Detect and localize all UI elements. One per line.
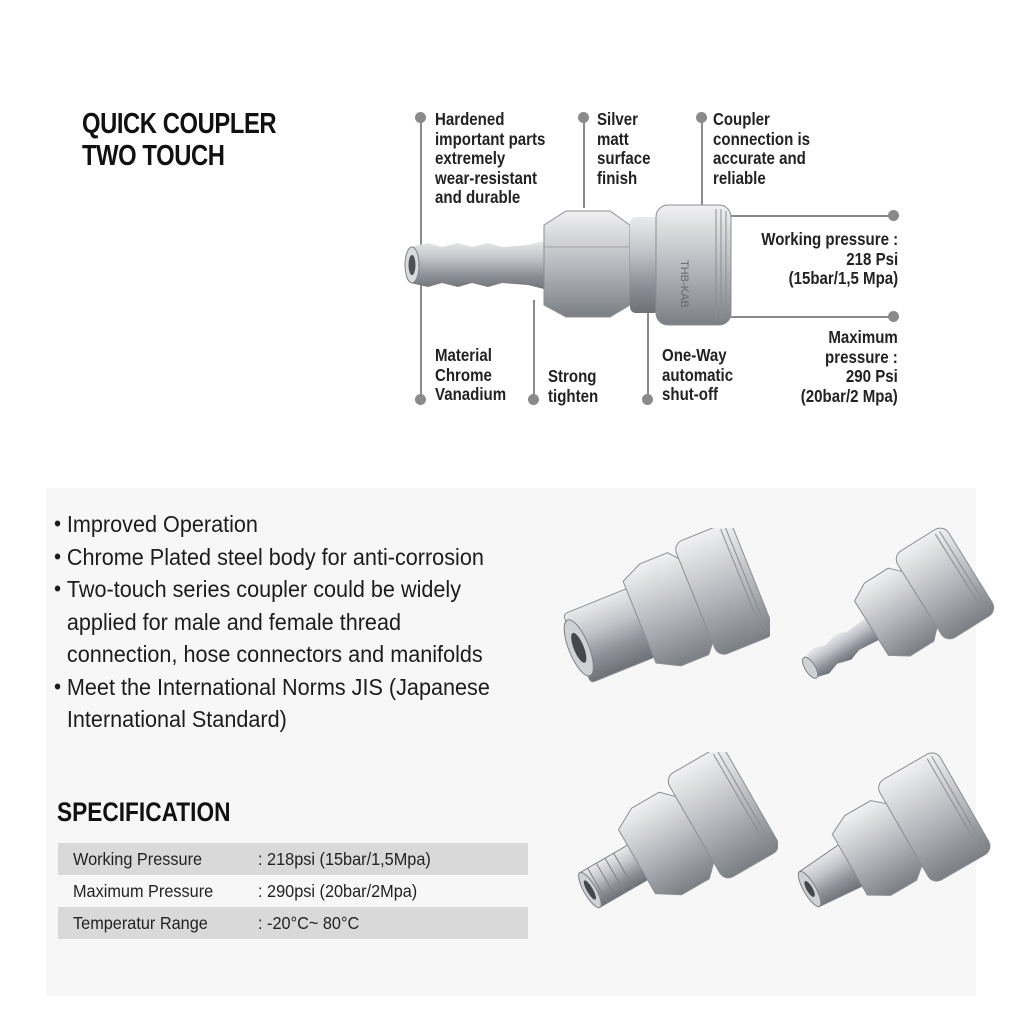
specification-title: SPECIFICATION bbox=[57, 797, 231, 827]
callout-strong-tighten: Strong tighten bbox=[548, 366, 599, 406]
feature-text: Two-touch series coupler could be widely applied for male and female thread connection, hose connectors and manifolds bbox=[66, 576, 483, 667]
coupler-hose-nut-image bbox=[786, 752, 996, 932]
callout-material: Material Chrome Vanadium bbox=[435, 345, 507, 404]
coupler-hose-barb-image bbox=[786, 526, 996, 706]
leader-dot bbox=[888, 210, 899, 221]
callout-working-pressure: Working pressure : 218 Psi (15bar/1,5 Mpa) bbox=[761, 229, 898, 288]
title-line-1: QUICK COUPLER bbox=[82, 108, 277, 140]
feature-item: • Chrome Plated steel body for anti-corrosion bbox=[54, 541, 505, 574]
svg-text:THB-KAB: THB-KAB bbox=[678, 260, 690, 308]
coupler-male-thread-image bbox=[568, 752, 778, 932]
spec-value: : 218psi (15bar/1,5Mpa) bbox=[258, 848, 431, 869]
spec-label: Temperatur Range bbox=[73, 912, 208, 933]
leader-dot bbox=[528, 394, 539, 405]
leader-dot bbox=[642, 394, 653, 405]
title-line-2: TWO TOUCH bbox=[82, 140, 225, 172]
callout-silver-finish: Silver matt surface finish bbox=[597, 109, 651, 188]
spec-label: Maximum Pressure bbox=[73, 880, 214, 901]
spec-row bbox=[58, 843, 528, 875]
quick-coupler-image bbox=[398, 195, 758, 335]
spec-label: Working Pressure bbox=[73, 848, 203, 869]
callout-maximum-pressure: Maximum pressure : 290 Psi (20bar/2 Mpa) bbox=[800, 327, 898, 406]
spec-value: : 290psi (20bar/2Mpa) bbox=[258, 880, 418, 901]
callout-coupler-connection: Coupler connection is accurate and reliable bbox=[713, 109, 811, 188]
feature-item: • Meet the International Norms JIS (Japanese International Standard) bbox=[54, 671, 505, 736]
feature-list bbox=[54, 508, 505, 736]
feature-text: Improved Operation bbox=[66, 511, 258, 537]
page-title bbox=[82, 108, 276, 172]
coupler-female-thread-image bbox=[560, 528, 770, 698]
feature-text: Meet the International Norms JIS (Japanese International Standard) bbox=[66, 673, 490, 732]
callout-one-way: One-Way automatic shut-off bbox=[662, 345, 734, 404]
spec-row bbox=[58, 875, 528, 907]
feature-item: • Improved Operation bbox=[54, 508, 505, 541]
callout-hardened: Hardened important parts extremely wear-resistant and durable bbox=[435, 109, 546, 207]
feature-item: • Two-touch series coupler could be widely applied for male and female thread connection, hose connectors and manifolds bbox=[54, 573, 505, 671]
leader-dot bbox=[415, 394, 426, 405]
leader-dot bbox=[888, 311, 899, 322]
spec-value: : -20°C~ 80°C bbox=[258, 912, 360, 933]
specification-table bbox=[58, 843, 528, 939]
spec-row bbox=[58, 907, 528, 939]
feature-text: Chrome Plated steel body for anti-corrosion bbox=[66, 543, 484, 570]
